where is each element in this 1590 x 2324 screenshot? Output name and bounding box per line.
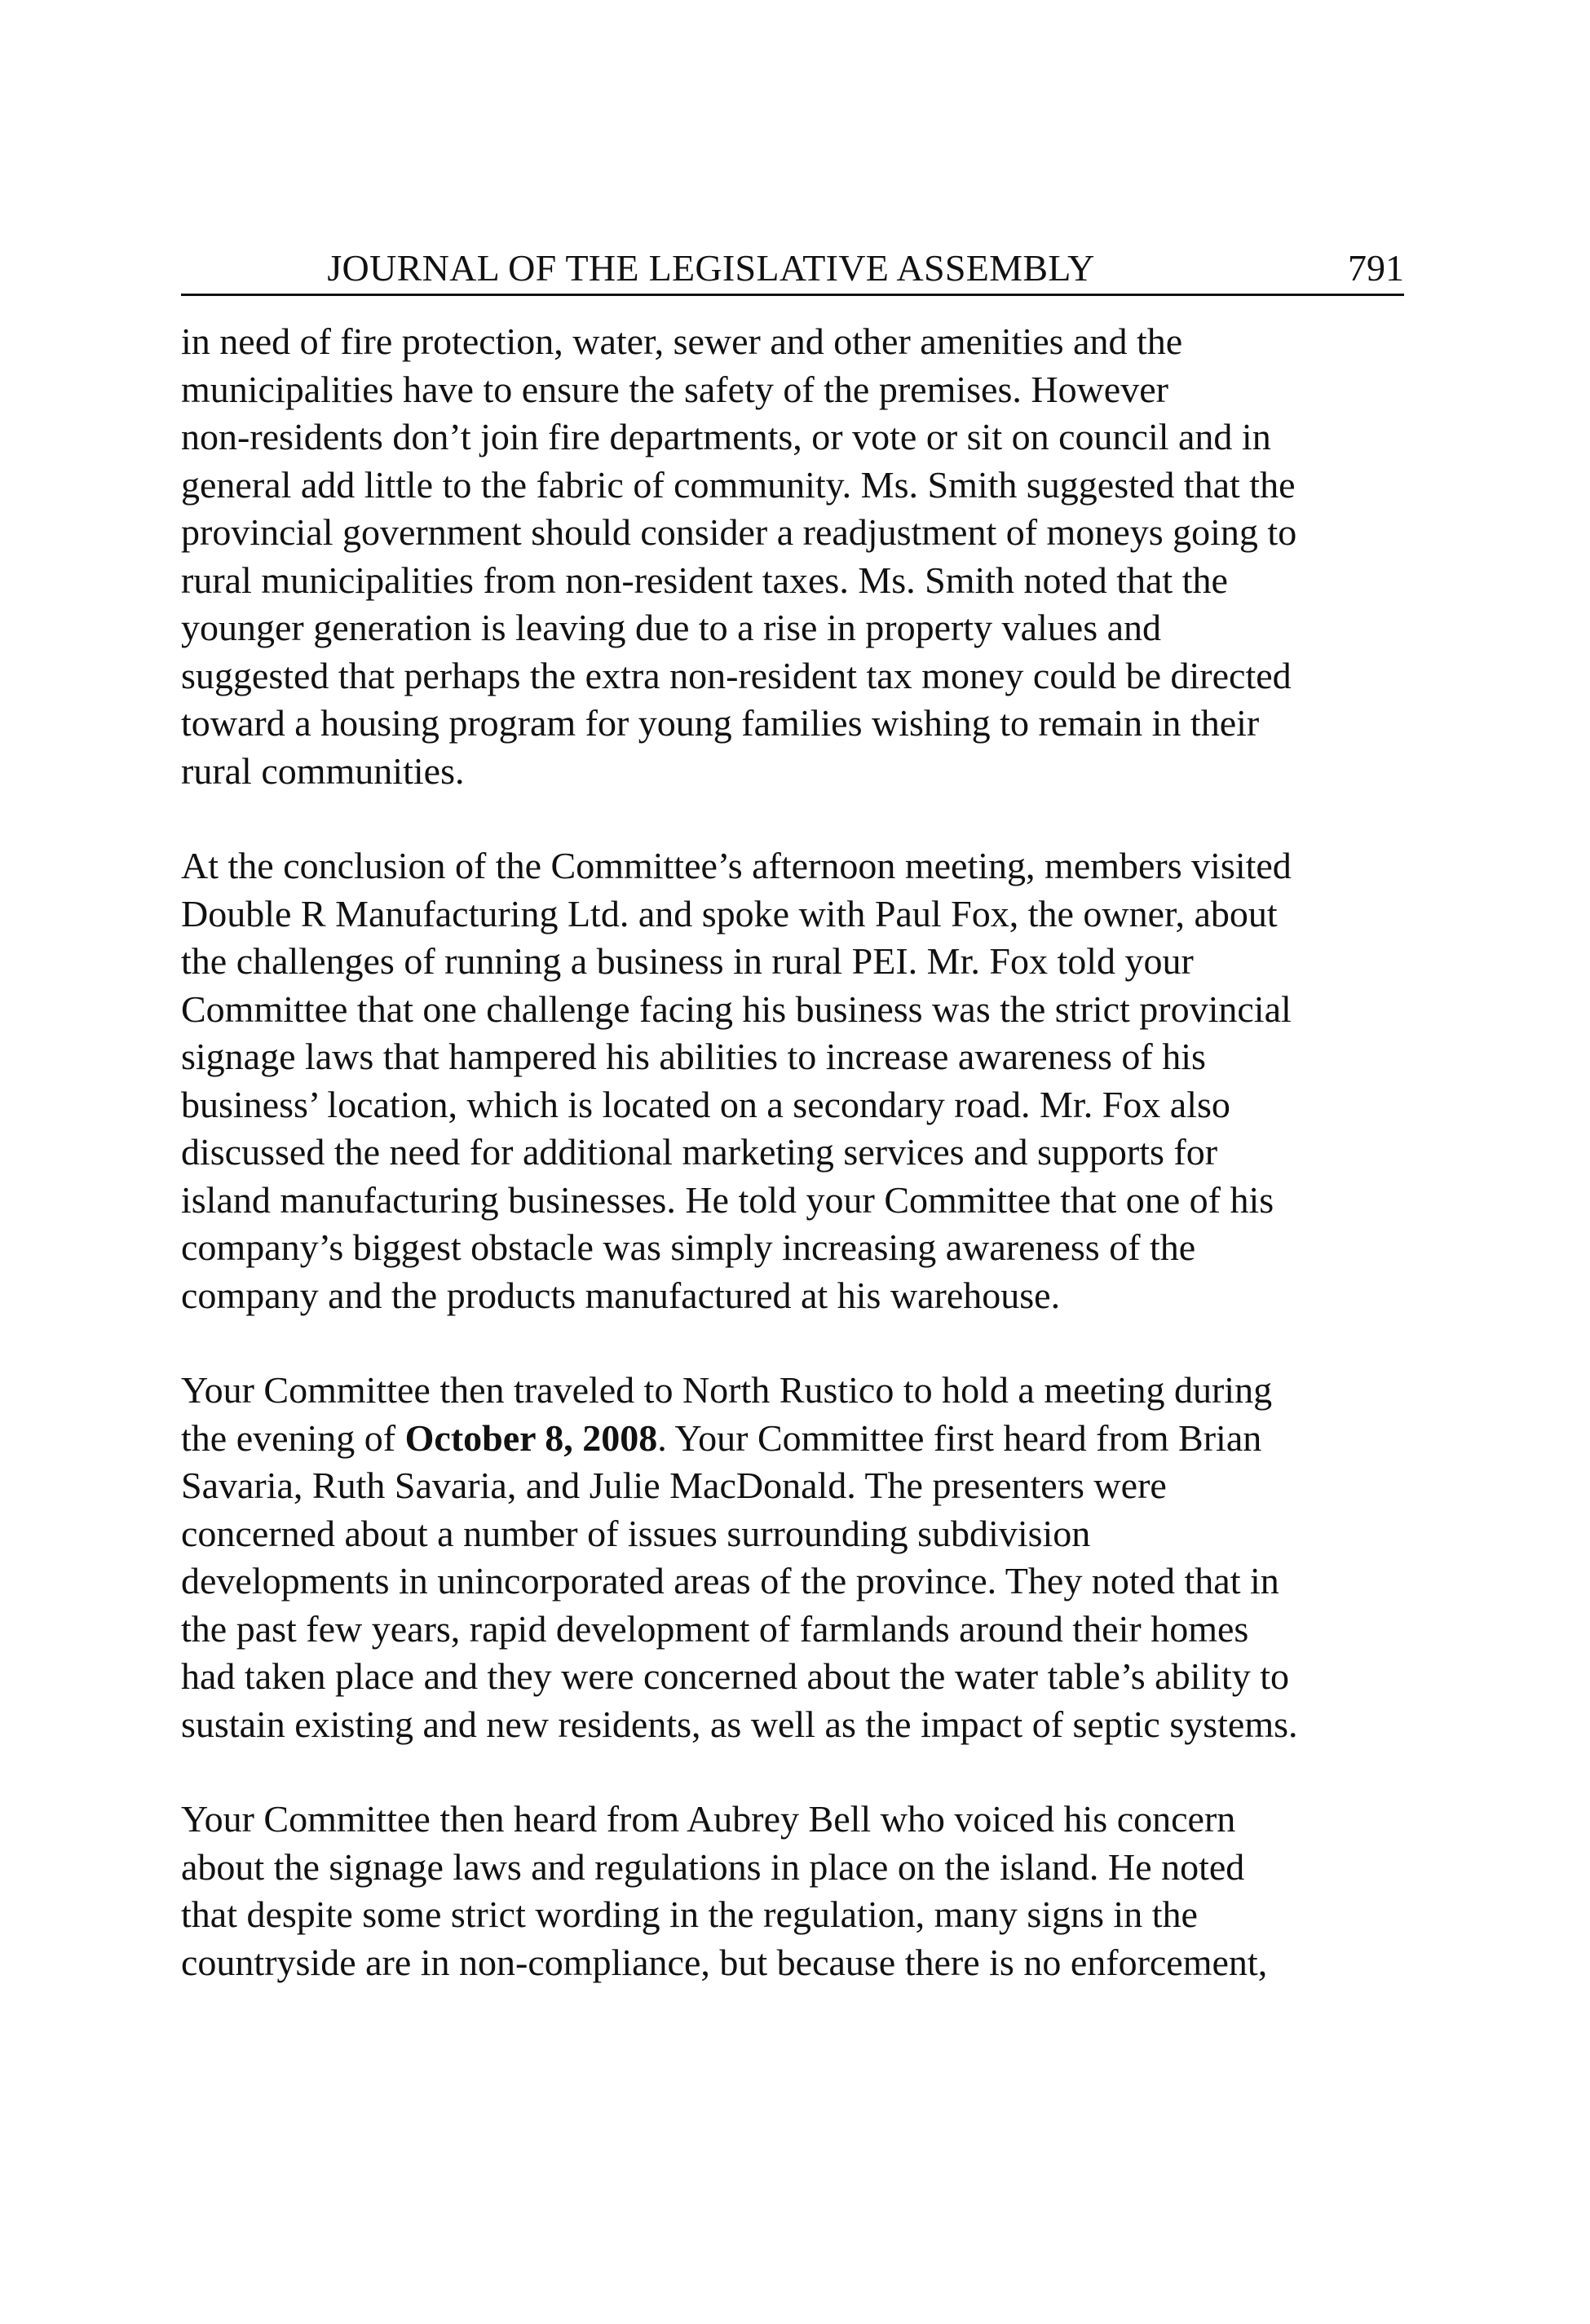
text-line: younger generation is leaving due to a rise in property values and: [181, 607, 1162, 648]
text-line: business’ location, which is located on a secondary road. Mr. Fox also: [181, 1083, 1230, 1125]
text-line: municipalities have to ensure the safety of the premises. However: [181, 368, 1168, 410]
text-line: company’s biggest obstacle was simply increasing awareness of the: [181, 1226, 1196, 1268]
body-text: [181, 318, 1404, 2034]
text-line: rural communities.: [181, 749, 465, 792]
text-line: countryside are in non-compliance, but because there is no enforcement,: [181, 1941, 1268, 1983]
text-line: island manufacturing businesses. He told your Committee that one of his: [181, 1178, 1274, 1221]
text-line: concerned about a number of issues surrounding subdivision: [181, 1512, 1091, 1554]
text-line: about the signage laws and regulations in place on the island. He noted: [181, 1845, 1245, 1888]
text-line: general add little to the fabric of community. Ms. Smith suggested that the: [181, 463, 1296, 506]
paragraph-north-rustico-meeting: [181, 1367, 1404, 1748]
text-line: that despite some strict wording in the regulation, many signs in the: [181, 1893, 1198, 1935]
page-number: 791: [1348, 247, 1404, 289]
text-line: in need of fire protection, water, sewer and other amenities and the: [181, 320, 1183, 362]
text-line: Double R Manufacturing Ltd. and spoke with Paul Fox, the owner, about: [181, 892, 1278, 934]
meeting-date: October 8, 2008: [404, 1416, 658, 1459]
text-line: developments in unincorporated areas of the province. They noted that in: [181, 1560, 1279, 1602]
text-line: company and the products manufactured at his warehouse.: [181, 1274, 1061, 1316]
journal-title: JOURNAL OF THE LEGISLATIVE ASSEMBLY: [327, 247, 1095, 289]
text-line: non-residents don’t join fire departments, or vote or sit on council and in: [181, 416, 1271, 457]
text-line: had taken place and they were concerned about the water table’s ability to: [181, 1655, 1289, 1697]
line-text-before-date: the evening of: [181, 1416, 405, 1459]
line-text-after-date: . Your Committee first heard from Brian: [657, 1416, 1262, 1459]
text-line: Savaria, Ruth Savaria, and Julie MacDonald. The presenters were: [181, 1465, 1167, 1506]
text-line: the challenges of running a business in rural PEI. Mr. Fox told your: [181, 940, 1194, 982]
text-line: rural municipalities from non-resident taxes. Ms. Smith noted that the: [181, 559, 1228, 601]
text-line: signage laws that hampered his abilities to increase awareness of his: [181, 1036, 1206, 1077]
text-line: Your Committee then heard from Aubrey Bell who voiced his concern: [181, 1798, 1236, 1840]
text-line-with-date: [181, 1415, 1404, 1463]
text-line: Committee that one challenge facing his business was the strict provincial: [181, 987, 1292, 1030]
running-header: [181, 243, 1404, 296]
text-line: toward a housing program for young families wishing to remain in their: [181, 702, 1260, 744]
text-line: At the conclusion of the Committee’s afternoon meeting, members visited: [181, 845, 1292, 886]
text-line: discussed the need for additional marketing services and supports for: [181, 1131, 1218, 1173]
paragraph-municipal-taxes: [181, 318, 1404, 795]
text-line: the past few years, rapid development of farmlands around their homes: [181, 1607, 1249, 1650]
text-line: provincial government should consider a readjustment of moneys going to: [181, 511, 1297, 553]
text-line: sustain existing and new residents, as well as the impact of septic systems.: [181, 1703, 1298, 1745]
text-line: Your Committee then traveled to North Rustico to hold a meeting during: [181, 1369, 1273, 1411]
paragraph-double-r-visit: [181, 842, 1404, 1319]
paragraph-aubrey-bell-signage: [181, 1796, 1404, 1986]
text-line: suggested that perhaps the extra non-resident tax money could be directed: [181, 654, 1292, 696]
